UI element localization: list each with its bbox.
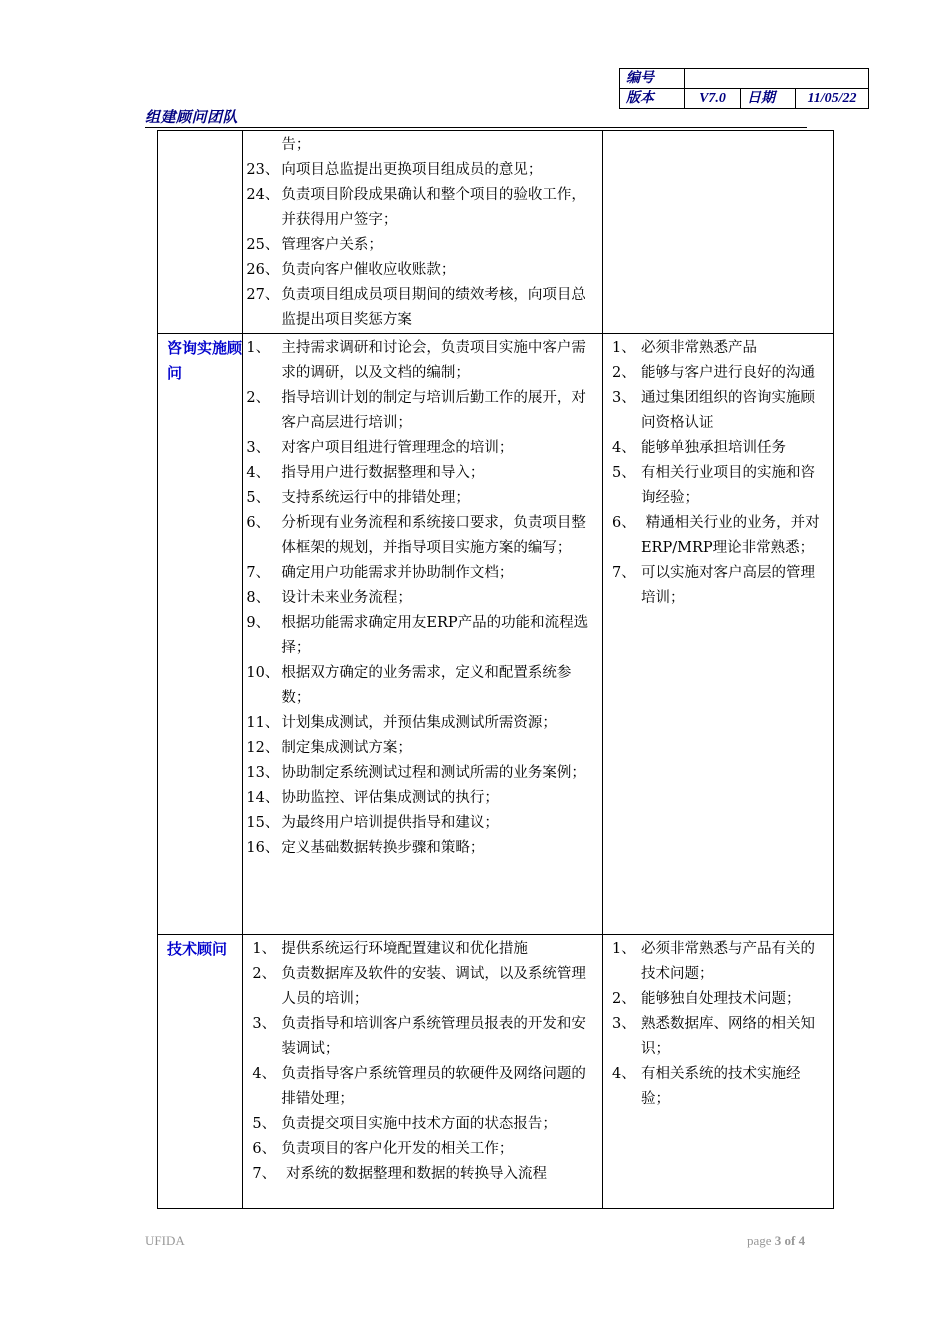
item-number: 7、 xyxy=(252,1166,277,1182)
item-text: 为最终用户培训提供指导和建议； xyxy=(281,815,499,831)
list-item xyxy=(246,386,594,436)
list-item xyxy=(612,336,825,361)
date-label: 日期 xyxy=(741,89,796,109)
item-number: 2、 xyxy=(246,390,271,406)
item-number: 13、 xyxy=(246,765,280,781)
item-text: 管理客户关系； xyxy=(281,237,383,253)
item-number: 4、 xyxy=(611,1066,636,1082)
requirement-list xyxy=(603,131,833,133)
item-text: 指导培训计划的制定与培训后勤工作的展开，对客户高层进行培训； xyxy=(281,390,586,431)
item-text: 能够与客户进行良好的沟通 xyxy=(640,365,815,381)
item-text: 熟悉数据库、网络的相关知识； xyxy=(640,1016,815,1057)
list-item xyxy=(246,561,594,586)
item-number: 8、 xyxy=(246,590,271,606)
item-number: 4、 xyxy=(252,1066,277,1082)
item-text: 向项目总监提出更换项目组成员的意见； xyxy=(281,162,543,178)
item-number: 5、 xyxy=(252,1116,277,1132)
item-text: 对系统的数据整理和数据的转换导入流程 xyxy=(281,1166,547,1182)
item-number: 15、 xyxy=(246,815,280,831)
duty-list xyxy=(243,935,602,1187)
list-item xyxy=(612,436,825,461)
item-number: 5、 xyxy=(246,490,271,506)
item-text: 必须非常熟悉产品 xyxy=(640,340,757,356)
duty-cell xyxy=(243,935,603,1209)
item-number: 1、 xyxy=(252,941,277,957)
item-text: 负责指导客户系统管理员的软硬件及网络问题的排错处理； xyxy=(281,1066,586,1107)
duty-cell xyxy=(243,131,603,334)
list-item xyxy=(252,1012,594,1062)
footer-company: UFIDA xyxy=(145,1233,185,1248)
item-text: 负责项目阶段成果确认和整个项目的验收工作，并获得用户签字； xyxy=(281,187,586,228)
table-row xyxy=(158,334,834,935)
list-item xyxy=(252,1162,594,1187)
item-number: 23、 xyxy=(246,162,280,178)
requirement-cell xyxy=(602,131,833,334)
item-text: 协助监控、评估集成测试的执行； xyxy=(281,790,499,806)
item-text: 告； xyxy=(281,137,311,153)
list-item xyxy=(252,1137,594,1162)
item-text: 分析现有业务流程和系统接口要求，负责项目整体框架的规划，并指导项目实施方案的编写； xyxy=(281,515,586,556)
duty-cell xyxy=(243,334,603,935)
list-item xyxy=(246,486,594,511)
list-item xyxy=(612,461,825,511)
meta-row-version xyxy=(620,89,869,109)
date-value: 11/05/22 xyxy=(796,89,869,109)
list-item xyxy=(246,736,594,761)
item-number: 4、 xyxy=(611,440,636,456)
item-text: 确定用户功能需求并协助制作文档； xyxy=(281,565,514,581)
list-item xyxy=(246,586,594,611)
item-text: 必须非常熟悉与产品有关的技术问题； xyxy=(640,941,815,982)
item-number: 7、 xyxy=(611,565,636,581)
item-text: 负责项目的客户化开发的相关工作； xyxy=(281,1141,514,1157)
item-text: 提供系统运行环境配置建议和优化措施 xyxy=(281,941,528,957)
list-item xyxy=(246,761,594,786)
table-row xyxy=(158,131,834,334)
role-name: 技术顾问 xyxy=(158,935,243,1209)
item-text: 能够独自处理技术问题； xyxy=(640,991,801,1007)
item-text: 指导用户进行数据整理和导入； xyxy=(281,465,485,481)
item-number: 2、 xyxy=(611,365,636,381)
title-divider xyxy=(145,127,807,128)
item-number: 4、 xyxy=(246,465,271,481)
version-label: 版本 xyxy=(620,89,685,109)
list-item xyxy=(246,661,594,711)
document-title: 组建顾问团队 xyxy=(145,108,239,126)
item-number: 10、 xyxy=(246,665,280,681)
list-item xyxy=(246,786,594,811)
item-number: 1、 xyxy=(611,340,636,356)
page-of: of xyxy=(784,1233,796,1248)
item-text: 负责指导和培训客户系统管理员报表的开发和安装调试； xyxy=(281,1016,586,1057)
version-value: V7.0 xyxy=(685,89,741,109)
number-label: 编号 xyxy=(620,69,685,89)
list-item xyxy=(252,133,594,158)
list-item xyxy=(246,258,594,283)
item-number: 2、 xyxy=(252,966,277,982)
meta-row-number xyxy=(620,69,869,89)
item-text: 主持需求调研和讨论会，负责项目实施中客户需求的调研，以及文档的编制； xyxy=(281,340,586,381)
list-item xyxy=(246,611,594,661)
page-total: 4 xyxy=(798,1233,806,1248)
item-text: 通过集团组织的咨询实施顾问资格认证 xyxy=(640,390,815,431)
list-item xyxy=(246,183,594,233)
item-text: 能够单独承担培训任务 xyxy=(640,440,786,456)
list-item xyxy=(252,937,594,962)
item-text: 支持系统运行中的排错处理； xyxy=(281,490,470,506)
item-text: 制定集成测试方案； xyxy=(281,740,412,756)
item-text: 可以实施对客户高层的管理培训； xyxy=(640,565,815,606)
item-number: 1、 xyxy=(611,941,636,957)
list-item xyxy=(252,1062,594,1112)
item-text: 负责数据库及软件的安装、调试，以及系统管理人员的培训； xyxy=(281,966,586,1007)
list-item xyxy=(246,836,594,861)
item-number: 3、 xyxy=(246,440,271,456)
item-number: 14、 xyxy=(246,790,280,806)
item-number: 6、 xyxy=(252,1141,277,1157)
requirement-list xyxy=(603,334,833,611)
item-text: 有相关行业项目的实施和咨询经验； xyxy=(640,465,815,506)
item-number: 1、 xyxy=(246,340,271,356)
list-item xyxy=(252,1112,594,1137)
item-text: 定义基础数据转换步骤和策略； xyxy=(281,840,485,856)
list-item xyxy=(246,511,594,561)
list-item xyxy=(246,283,594,333)
number-value xyxy=(685,69,869,89)
item-number: 3、 xyxy=(252,1016,277,1032)
item-text: 计划集成测试，并预估集成测试所需资源； xyxy=(281,715,557,731)
list-item xyxy=(246,158,594,183)
item-text: 负责向客户催收应收账款； xyxy=(281,262,456,278)
role-name: 咨询实施顾问 xyxy=(158,334,243,935)
item-number: 7、 xyxy=(246,565,271,581)
list-item xyxy=(252,962,594,1012)
item-number: 11、 xyxy=(246,715,280,731)
item-text: 对客户项目组进行管理理念的培训； xyxy=(281,440,514,456)
item-text: 协助制定系统测试过程和测试所需的业务案例； xyxy=(281,765,586,781)
item-number: 24、 xyxy=(246,187,280,203)
item-text: 精通相关行业的业务，并对ERP/MRP理论非常熟悉； xyxy=(640,515,820,556)
requirement-cell xyxy=(602,334,833,935)
page-current: 3 xyxy=(774,1233,782,1248)
duty-list xyxy=(243,334,602,861)
list-item xyxy=(612,386,825,436)
list-item xyxy=(246,436,594,461)
list-item xyxy=(246,811,594,836)
item-number: 6、 xyxy=(611,515,636,531)
list-item xyxy=(612,937,825,987)
list-item xyxy=(246,711,594,736)
item-text: 负责项目组成员项目期间的绩效考核，向项目总监提出项目奖惩方案 xyxy=(281,287,586,328)
page-prefix: page xyxy=(747,1233,772,1248)
list-item xyxy=(246,336,594,386)
list-item xyxy=(612,361,825,386)
item-text: 设计未来业务流程； xyxy=(281,590,412,606)
document-meta-table xyxy=(619,68,869,109)
item-number: 27、 xyxy=(246,287,280,303)
list-item xyxy=(612,987,825,1012)
item-number: 3、 xyxy=(611,1016,636,1032)
item-number: 2、 xyxy=(611,991,636,1007)
list-item xyxy=(612,561,825,611)
duty-list xyxy=(243,131,602,333)
item-number: 25、 xyxy=(246,237,280,253)
item-text: 负责提交项目实施中技术方面的状态报告； xyxy=(281,1116,557,1132)
list-item xyxy=(612,511,825,561)
requirement-cell xyxy=(602,935,833,1209)
list-item xyxy=(246,461,594,486)
item-text: 根据双方确定的业务需求，定义和配置系统参数； xyxy=(281,665,572,706)
item-text: 根据功能需求确定用友ERP产品的功能和流程选择； xyxy=(281,615,589,656)
item-number: 16、 xyxy=(246,840,280,856)
item-number: 6、 xyxy=(246,515,271,531)
item-number: 3、 xyxy=(611,390,636,406)
table-row xyxy=(158,935,834,1209)
item-number: 9、 xyxy=(246,615,271,631)
list-item xyxy=(246,233,594,258)
item-text: 有相关系统的技术实施经验； xyxy=(640,1066,801,1107)
item-number: 12、 xyxy=(246,740,280,756)
role-name xyxy=(158,131,243,334)
item-number: 5、 xyxy=(611,465,636,481)
item-number: 26、 xyxy=(246,262,280,278)
requirement-list xyxy=(603,935,833,1112)
role-responsibility-table xyxy=(157,130,834,1209)
footer-page-number xyxy=(747,1233,805,1249)
list-item xyxy=(612,1062,825,1112)
list-item xyxy=(612,1012,825,1062)
